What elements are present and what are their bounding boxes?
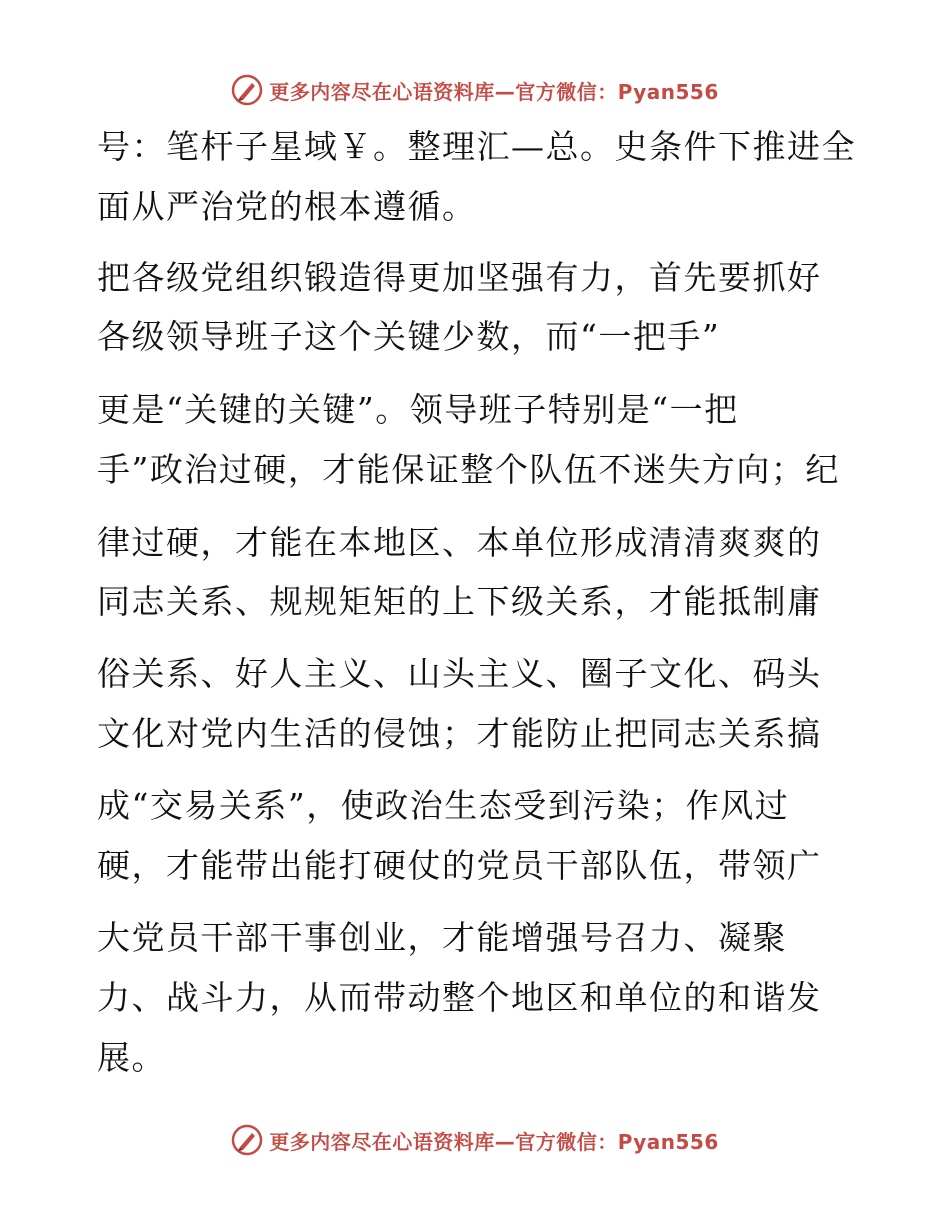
footer-watermark-text: 更多内容尽在心语资料库—官方微信：Pyan556 (269, 1129, 719, 1154)
text-line: 各级领导班子这个关键少数，而“一把手” (97, 317, 721, 356)
text-line: 面从严治党的根本遵循。 (97, 187, 477, 226)
text-line: 力、战斗力，从而带动整个地区和单位的和谐发 (97, 978, 822, 1017)
text-line: 号：笔杆子星域￥。整理汇—总。史条件下推进全 (97, 127, 856, 166)
text-line: 同志关系、规规矩矩的上下级关系，才能抵制庸 (97, 582, 822, 621)
text-line: 大党员干部干事创业，才能增强号召力、凝聚 (97, 918, 787, 957)
text-line: 手”政治过硬，才能保证整个队伍不迷失方向；纪 (97, 450, 840, 489)
text-line: 硬，才能带出能打硬仗的党员干部队伍，带领广 (97, 846, 822, 885)
text-line: 文化对党内生活的侵蚀；才能防止把同志关系搞 (97, 714, 822, 753)
text-line: 律过硬，才能在本地区、本单位形成清清爽爽的 (97, 523, 822, 562)
text-line: 把各级党组织锻造得更加坚强有力，首先要抓好 (97, 258, 822, 297)
pen-logo-icon (231, 1124, 263, 1156)
text-line: 更是“关键的关键”。领导班子特别是“一把 (97, 390, 739, 429)
text-line: 成“交易关系”，使政治生态受到污染；作风过 (97, 786, 790, 825)
text-line: 展。 (97, 1038, 166, 1077)
footer-watermark (0, 1120, 950, 1160)
header-watermark-text: 更多内容尽在心语资料库—官方微信：Pyan556 (269, 79, 719, 104)
text-line: 俗关系、好人主义、山头主义、圈子文化、码头 (97, 654, 822, 693)
